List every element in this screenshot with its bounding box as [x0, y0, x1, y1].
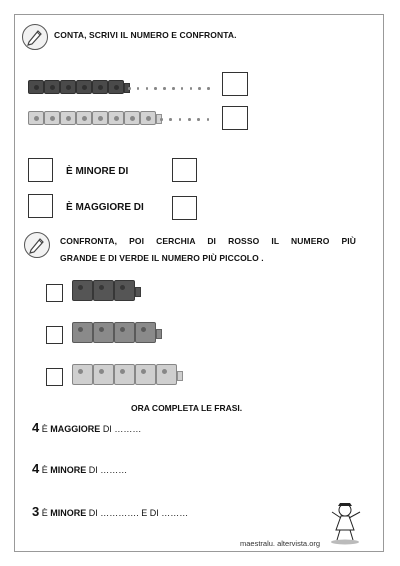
cube-connector [177, 371, 183, 381]
cube-connector [135, 287, 141, 297]
dot [160, 118, 163, 121]
sentence-3-keyword: MINORE [50, 508, 87, 518]
dot [179, 118, 182, 121]
sentence-2-verb: È [41, 465, 48, 475]
select-box-bar3[interactable] [46, 368, 63, 386]
cube [114, 280, 135, 301]
cube [28, 80, 44, 94]
sentence-2-number: 4 [32, 461, 40, 476]
cube [124, 111, 140, 125]
select-box-bar1[interactable] [46, 284, 63, 302]
cube [93, 364, 114, 385]
dot [181, 87, 184, 90]
cube [114, 364, 135, 385]
dot [207, 118, 210, 121]
cube [92, 80, 108, 94]
cube [60, 80, 76, 94]
instruction-compare-line2: GRANDE E DI VERDE IL NUMERO PIÙ PICCOLO . [60, 253, 264, 263]
pencil-icon [24, 232, 50, 258]
sentence-1-verb: È [41, 424, 48, 434]
minore-label: È MINORE DI [66, 166, 129, 177]
mascot-illustration [328, 500, 364, 546]
dot [146, 87, 149, 90]
maggiore-label: È MAGGIORE DI [66, 202, 144, 213]
dot [172, 87, 175, 90]
dot [154, 87, 157, 90]
dot [128, 87, 131, 90]
cube [93, 322, 114, 343]
compare-box-left-1[interactable] [28, 158, 53, 182]
footer-site: maestralu. altervista.org [240, 539, 321, 548]
cube [135, 364, 156, 385]
cube [44, 111, 60, 125]
cube [156, 364, 177, 385]
compare-box-left-2[interactable] [28, 194, 53, 218]
cube [135, 322, 156, 343]
compare-box-right-2[interactable] [172, 196, 197, 220]
cube [93, 280, 114, 301]
dot [188, 118, 191, 121]
sentence-1-blank[interactable]: DI ……… [102, 424, 142, 434]
cube [72, 364, 93, 385]
cube [76, 80, 92, 94]
sentence-3 [32, 504, 188, 519]
dotted-line [128, 87, 216, 89]
dot [137, 87, 140, 90]
instruction-count: CONTA, SCRIVI IL NUMERO E CONFRONTA. [54, 30, 237, 40]
sentence-1 [32, 420, 141, 435]
cube [72, 322, 93, 343]
dot [198, 87, 201, 90]
answer-box-dark-count[interactable] [222, 72, 248, 96]
instruction-compare-line1: CONFRONTA, POI CERCHIA DI ROSSO IL NUMERO PIÙ [60, 236, 356, 246]
sentence-1-number: 4 [32, 420, 40, 435]
compare-box-right-1[interactable] [172, 158, 197, 182]
cube [108, 111, 124, 125]
cube [76, 111, 92, 125]
sentence-3-verb: È [41, 508, 48, 518]
pencil-icon [22, 24, 48, 50]
sentence-2-blank[interactable]: DI ……… [88, 465, 128, 475]
cube-connector [156, 329, 162, 339]
section-title-complete: ORA COMPLETA LE FRASI. [131, 403, 243, 413]
dot [169, 118, 172, 121]
cube [140, 111, 156, 125]
sentence-1-keyword: MAGGIORE [50, 424, 101, 434]
select-box-bar2[interactable] [46, 326, 63, 344]
cube [28, 111, 44, 125]
cube [108, 80, 124, 94]
answer-box-light-count[interactable] [222, 106, 248, 130]
dot [163, 87, 166, 90]
cube [44, 80, 60, 94]
sentence-3-blank[interactable]: DI …………. E DI ……… [88, 508, 189, 518]
sentence-3-number: 3 [32, 504, 40, 519]
dotted-line [160, 118, 216, 120]
dot [207, 87, 210, 90]
sentence-2-keyword: MINORE [50, 465, 87, 475]
dot [190, 87, 193, 90]
sentence-2 [32, 461, 127, 476]
cube [72, 280, 93, 301]
dot [197, 118, 200, 121]
cube [92, 111, 108, 125]
cube [60, 111, 76, 125]
cube [114, 322, 135, 343]
